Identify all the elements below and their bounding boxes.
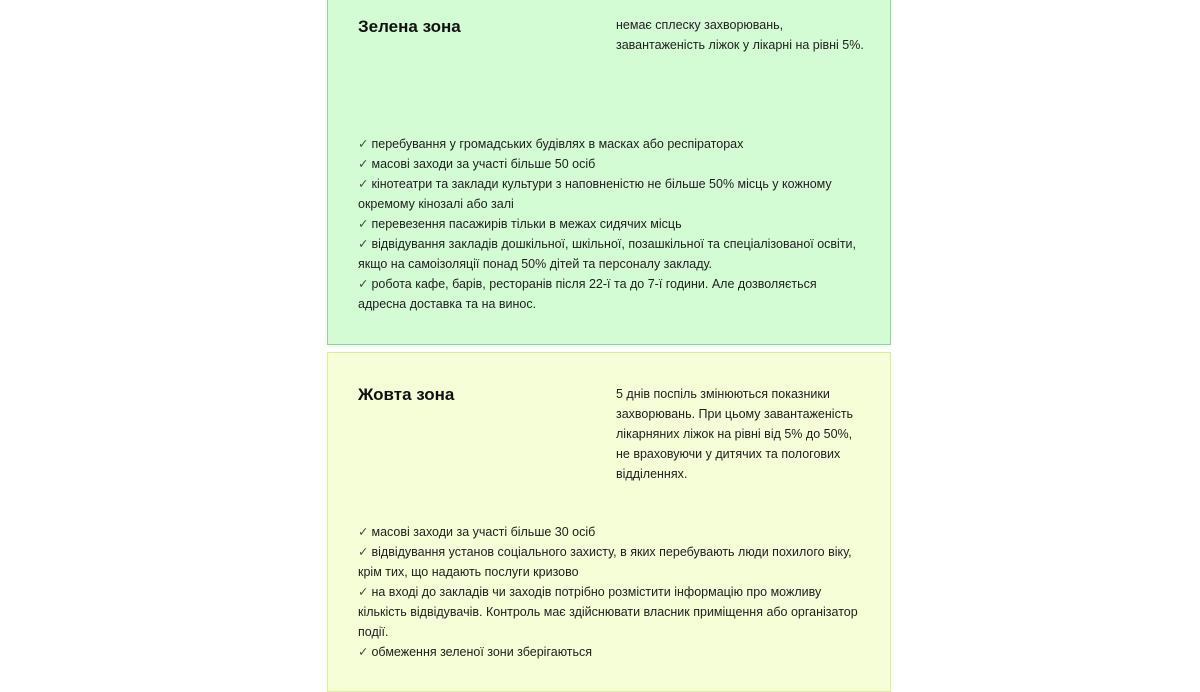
rule-text: на вході до закладів чи заходів потрібно розмістити інформацію про можливу кількість відвідувачів. Контроль має здійснювати власник приміщення або організатор події. [358, 585, 858, 639]
list-item [358, 234, 868, 274]
rule-text: обмеження зеленої зони зберігаються [371, 645, 593, 659]
rule-text: робота кафе, барів, ресторанів після 22-ї та до 7-ї години. Але дозволяється адресна доставка та на винос. [358, 277, 817, 311]
yellow-zone-rules-list [358, 522, 868, 662]
check-icon: ✓ [358, 585, 369, 599]
check-icon: ✓ [358, 237, 369, 251]
check-icon: ✓ [358, 545, 369, 559]
list-item [358, 174, 868, 214]
green-zone-title: Зелена зона [358, 17, 461, 36]
check-icon: ✓ [358, 645, 369, 659]
rule-text: кінотеатри та заклади культури з наповненістю не більше 50% місць у кожному окремому кінозалі або залі [358, 177, 832, 211]
list-item [358, 134, 868, 154]
rule-text: масові заходи за участі більше 30 осіб [371, 525, 596, 539]
green-zone-rules-list [358, 134, 868, 314]
rule-text: масові заходи за участі більше 50 осіб [371, 157, 596, 171]
list-item [358, 642, 868, 662]
yellow-zone-card [327, 352, 891, 692]
yellow-zone-description: 5 днів поспіль змінюються показники захворювань. При цьому завантаженість лікарняних ліжок на рівні від 5% до 50%, не враховуючи у дитячих та пологових відділеннях. [616, 387, 854, 481]
check-icon: ✓ [358, 525, 369, 539]
check-icon: ✓ [358, 277, 369, 291]
check-icon: ✓ [358, 217, 369, 231]
green-zone-description: немає сплеску захворювань, завантаженість ліжок у лікарні на рівні 5%. [616, 18, 864, 52]
list-item [358, 542, 868, 582]
list-item [358, 214, 868, 234]
rule-text: перебування у громадських будівлях в масках або респіраторах [371, 137, 744, 151]
rule-text: відвідування закладів дошкільної, шкільної, позашкільної та спеціалізованої освіти, якщо на самоізоляції понад 50% дітей та персоналу закладу. [358, 237, 857, 271]
check-icon: ✓ [358, 137, 369, 151]
rule-text: перевезення пасажирів тільки в межах сидячих місць [371, 217, 682, 231]
rule-text: відвідування установ соціального захисту, в яких перебувають люди похилого віку, крім тих, що надають послуги кризово [358, 545, 852, 579]
list-item [358, 522, 868, 542]
check-icon: ✓ [358, 157, 369, 171]
green-zone-card [327, 0, 891, 345]
list-item [358, 154, 868, 174]
list-item [358, 582, 868, 642]
list-item [358, 274, 868, 314]
yellow-zone-title: Жовта зона [358, 385, 455, 404]
check-icon: ✓ [358, 177, 369, 191]
